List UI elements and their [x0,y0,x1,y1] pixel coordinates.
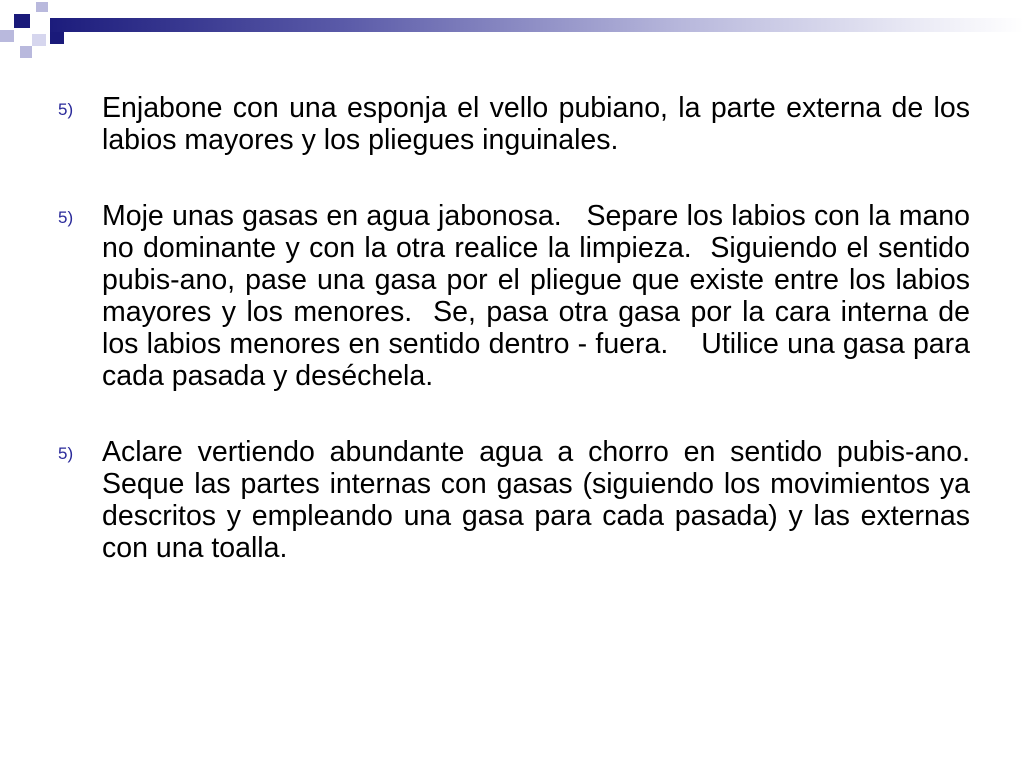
decorative-square-icon [0,30,14,42]
header-gradient-bar [50,18,1024,32]
decorative-square-icon [50,30,64,44]
list-item [58,92,978,156]
list-item [58,200,978,392]
decorative-square-icon [32,34,46,46]
list-item-number: 5) [58,444,74,463]
decorative-square-icon [14,14,30,28]
list-item-text: Enjabone con una esponja el vello pubiano, la parte externa de los labios mayores y los pliegues inguinales. [102,92,978,156]
list-item-text: Aclare vertiendo abundante agua a chorro en sentido pubis-ano. Seque las partes internas con gasas (siguiendo los movimientos ya descritos y empleando una gasa para cada pasada) y las externas con una toalla. [102,436,986,564]
slide-content [58,92,986,608]
list-item-number: 5) [58,100,74,119]
header-decoration [0,0,1024,60]
list-item-number: 5) [58,208,74,227]
list-item [58,436,986,564]
decorative-square-icon [36,2,48,12]
list-item-text: Moje unas gasas en agua jabonosa. Separe los labios con la mano no dominante y con la otra realice la limpieza. Siguiendo el sentido pubis-ano, pase una gasa por el pliegue que existe entre los labios mayores y los menores. Se, pasa otra gasa por la cara interna de los labios menores en sentido dentro - fuera. Utilice una gasa para cada pasada y deséchela. [102,200,978,392]
decorative-square-icon [20,46,32,58]
